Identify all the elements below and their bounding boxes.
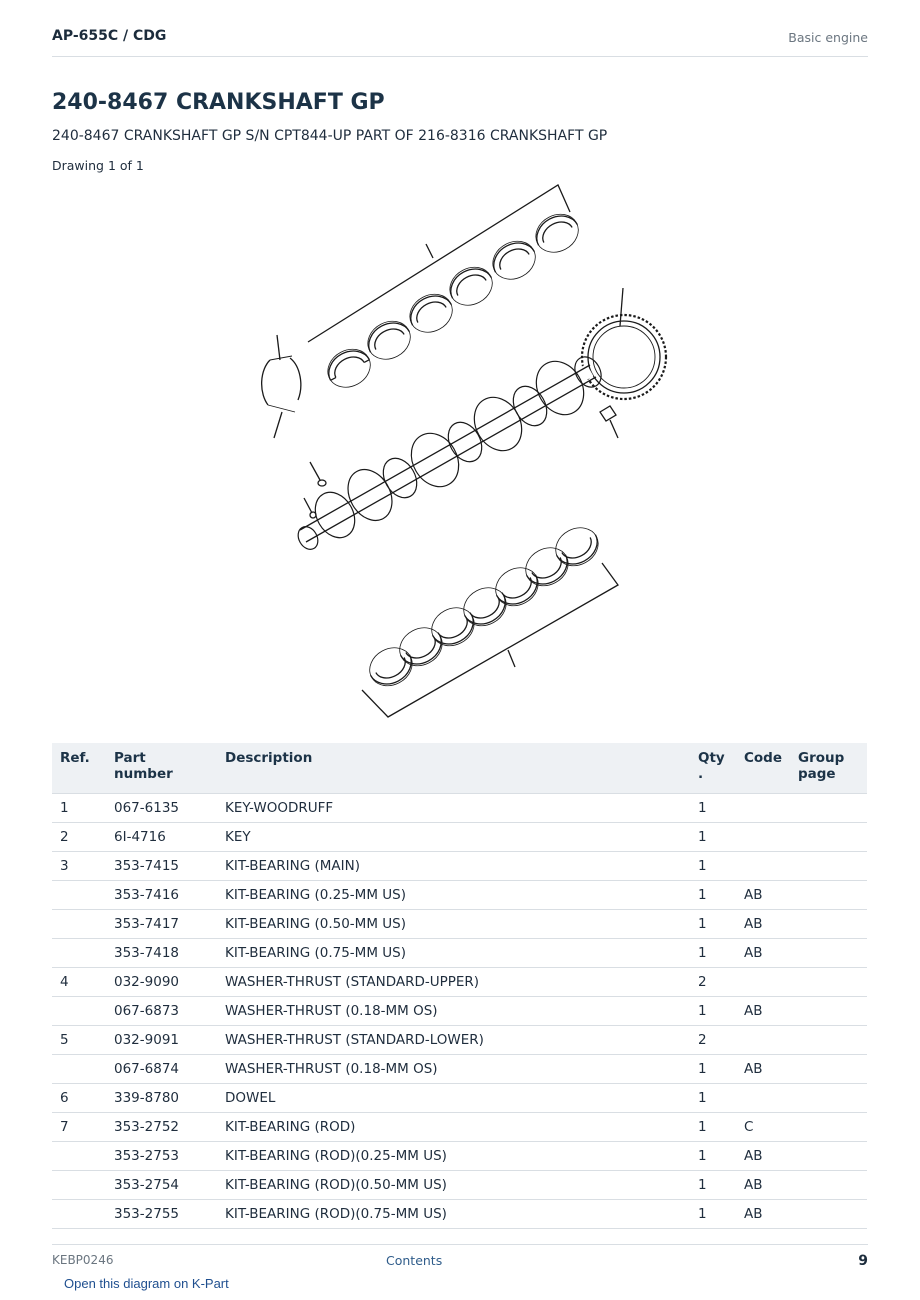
cell-part: 353-2754 [106,1171,217,1200]
table-row [52,1171,867,1200]
drawing-label: Drawing 1 of 1 [52,158,144,173]
cell-part: 353-2755 [106,1200,217,1229]
cell-desc: KIT-BEARING (ROD)(0.25-MM US) [217,1142,690,1171]
cell-part: 353-2753 [106,1142,217,1171]
cell-group [790,939,867,968]
cell-group [790,1084,867,1113]
cell-qty: 1 [690,852,736,881]
cell-desc: KIT-BEARING (ROD)(0.50-MM US) [217,1171,690,1200]
cell-group [790,1113,867,1142]
table-header-row [52,743,867,794]
cell-ref [52,881,106,910]
cell-qty: 1 [690,1084,736,1113]
cell-code: AB [736,1142,790,1171]
table-row [52,939,867,968]
table-row [52,1142,867,1171]
cell-group [790,910,867,939]
cell-qty: 1 [690,1142,736,1171]
cell-code [736,1026,790,1055]
table-row [52,1055,867,1084]
table-row [52,910,867,939]
cell-code [736,968,790,997]
cell-code: AB [736,881,790,910]
cell-part: 353-7418 [106,939,217,968]
cell-code: AB [736,1200,790,1229]
page-footer [52,1244,868,1269]
contents-link[interactable]: Contents [386,1253,443,1268]
cell-qty: 2 [690,1026,736,1055]
col-part-header: Part number [106,743,217,794]
table-row [52,794,867,823]
cell-qty: 1 [690,1200,736,1229]
cell-code: AB [736,910,790,939]
cell-code: AB [736,939,790,968]
cell-desc: KIT-BEARING (MAIN) [217,852,690,881]
cell-group [790,881,867,910]
cell-code [736,823,790,852]
cell-qty: 1 [690,794,736,823]
table-row [52,852,867,881]
cell-part: 032-9090 [106,968,217,997]
cell-group [790,1026,867,1055]
cell-group [790,968,867,997]
cell-qty: 2 [690,968,736,997]
cell-desc: WASHER-THRUST (STANDARD-LOWER) [217,1026,690,1055]
cell-code: AB [736,1171,790,1200]
kpart-link[interactable]: Open this diagram on K-Part [64,1276,229,1291]
cell-qty: 1 [690,1055,736,1084]
table-row [52,1026,867,1055]
cell-desc: WASHER-THRUST (0.18-MM OS) [217,997,690,1026]
page-title: 240-8467 CRANKSHAFT GP [52,90,385,115]
table-row [52,881,867,910]
page-number: 9 [858,1253,868,1269]
cell-group [790,1171,867,1200]
page-subtitle: 240-8467 CRANKSHAFT GP S/N CPT844-UP PART OF 216-8316 CRANKSHAFT GP [52,128,608,144]
cell-desc: KEY-WOODRUFF [217,794,690,823]
cell-group [790,1055,867,1084]
cell-desc: KIT-BEARING (ROD) [217,1113,690,1142]
cell-part: 032-9091 [106,1026,217,1055]
table-row [52,968,867,997]
cell-part: 339-8780 [106,1084,217,1113]
cell-ref [52,1055,106,1084]
cell-group [790,1200,867,1229]
cell-code: AB [736,997,790,1026]
cell-group [790,794,867,823]
col-desc-header: Description [217,743,690,794]
cell-code [736,1084,790,1113]
cell-qty: 1 [690,881,736,910]
cell-qty: 1 [690,1113,736,1142]
col-code-header: Code [736,743,790,794]
cell-qty: 1 [690,997,736,1026]
cell-group [790,997,867,1026]
cell-desc: DOWEL [217,1084,690,1113]
parts-table [52,743,867,1229]
section-label: Basic engine [788,30,868,45]
cell-code: C [736,1113,790,1142]
table-row [52,1113,867,1142]
cell-group [790,852,867,881]
cell-part: 353-7415 [106,852,217,881]
cell-desc: KIT-BEARING (0.75-MM US) [217,939,690,968]
cell-code [736,794,790,823]
cell-ref [52,910,106,939]
cell-ref: 4 [52,968,106,997]
cell-ref [52,939,106,968]
cell-part: 6I-4716 [106,823,217,852]
cell-ref: 6 [52,1084,106,1113]
col-group-header: Group page [790,743,867,794]
cell-desc: KEY [217,823,690,852]
table-row [52,823,867,852]
cell-part: 353-2752 [106,1113,217,1142]
cell-part: 353-7416 [106,881,217,910]
col-qty-header: Qty . [690,743,736,794]
cell-desc: KIT-BEARING (0.25-MM US) [217,881,690,910]
cell-qty: 1 [690,823,736,852]
cell-desc: WASHER-THRUST (STANDARD-UPPER) [217,968,690,997]
cell-ref [52,1200,106,1229]
cell-group [790,823,867,852]
cell-qty: 1 [690,910,736,939]
page-header [52,28,868,57]
cell-part: 067-6874 [106,1055,217,1084]
cell-ref: 2 [52,823,106,852]
table-row [52,997,867,1026]
cell-ref: 1 [52,794,106,823]
cell-desc: WASHER-THRUST (0.18-MM OS) [217,1055,690,1084]
doc-id: KEBP0246 [52,1253,114,1267]
cell-qty: 1 [690,1171,736,1200]
cell-part: 067-6135 [106,794,217,823]
cell-ref [52,1142,106,1171]
cell-desc: KIT-BEARING (ROD)(0.75-MM US) [217,1200,690,1229]
crankshaft-diagram[interactable] [240,180,680,725]
cell-ref: 5 [52,1026,106,1055]
cell-group [790,1142,867,1171]
cell-part: 067-6873 [106,997,217,1026]
cell-qty: 1 [690,939,736,968]
cell-ref: 3 [52,852,106,881]
cell-code [736,852,790,881]
cell-code: AB [736,1055,790,1084]
table-row [52,1084,867,1113]
cell-part: 353-7417 [106,910,217,939]
cell-ref [52,1171,106,1200]
col-ref-header: Ref. [52,743,106,794]
table-row [52,1200,867,1229]
model-label: AP-655C / CDG [52,28,167,44]
cell-ref: 7 [52,1113,106,1142]
cell-ref [52,997,106,1026]
cell-desc: KIT-BEARING (0.50-MM US) [217,910,690,939]
